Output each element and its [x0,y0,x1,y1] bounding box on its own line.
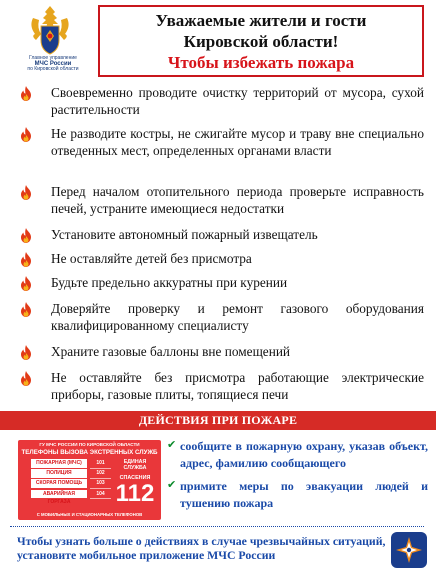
unified-service-label: ЕДИНАЯ СЛУЖБА [123,459,147,472]
title-line: Кировской области! [183,32,339,51]
fire-icon [20,228,32,243]
fire-icon [20,345,32,360]
phone-row [31,490,119,506]
fire-actions-heading: ДЕЙСТВИЯ ПРИ ПОЖАРЕ [0,411,436,430]
phone-row [31,459,119,468]
list-item-text: Своевременно проводите очистку территорий от мусора, сухой растительности [51,85,424,117]
logo-caption [20,56,86,73]
title-line: Уважаемые жители и гости [155,11,367,30]
list-item-text: Не оставляйте детей без присмотра [51,251,252,266]
list-item-text: Не разводите костры, не сжигайте мусор и траву вне специально отведенных мест, определенных органами власти [51,126,424,158]
subtitle: Чтобы избежать пожара [167,53,355,72]
phone-card-org: ГУ МЧС РОССИИ ПО КИРОВСКОЙ ОБЛАСТИ [39,442,140,447]
fire-icon [20,276,32,291]
title-box [98,5,424,77]
phone-number: 104 [90,490,111,500]
unified-number: 112 [115,479,155,507]
phone-card-footnote: С МОБИЛЬНЫХ И СТАЦИОНАРНЫХ ТЕЛЕФОНОВ [36,512,143,517]
check-icon: ✔ [167,478,177,491]
logo-caption-line: по Кировской области [27,66,79,72]
phone-service-name: СКОРАЯ ПОМОЩЬ [31,479,87,488]
emergency-phones-card [18,440,161,520]
rescue-label: СПАСЕНИЯ [119,474,151,481]
list-item-text: Храните газовые баллоны вне помещений [51,344,291,359]
list-item-text: Доверяйте проверку и ремонт газового оборудования квалифицированному специалисту [51,301,424,333]
unified-rescue-service [115,459,155,506]
phone-number: 101 [90,459,111,469]
app-promo-text: Чтобы узнать больше о действиях в случае чрезвычайных ситуаций, установите мобильное приложение МЧС России [17,534,386,562]
fire-actions-section [0,430,436,526]
phone-number: 102 [90,469,111,479]
action-text: сообщите в пожарную охрану, указав объект, адрес, фамилию сообщающего [180,439,428,470]
check-icon: ✔ [167,438,177,451]
phone-row [31,469,119,478]
list-item-text: Будьте предельно аккуратны при курении [51,275,288,290]
phone-service-name: ПОЛИЦИЯ [31,469,87,478]
logo-caption-line: Главное управление [29,55,77,61]
fire-icon [20,371,32,386]
logo-caption-line: МЧС России [34,60,72,67]
phone-table [31,459,119,506]
list-item-text: Не оставляйте без присмотра работающие электрические приборы, газовые плиты, топящиеся печи [51,370,424,402]
phone-service-name: ПОЖАРНАЯ (МЧС) [31,459,87,468]
action-text: примите меры по эвакуации людей и тушению пожара [180,479,428,510]
list-item-text: Перед началом отопительного периода проверьте исправность печей, устраните имеющиеся недостатки [51,184,424,216]
footer-divider [10,526,424,527]
list-item-text: Установите автономный пожарный извещатель [51,227,318,242]
fire-icon [20,302,32,317]
phone-card-heading: ТЕЛЕФОНЫ ВЫЗОВА ЭКСТРЕННЫХ СЛУЖБ [21,449,158,456]
fire-icon [20,86,32,101]
mchs-app-icon[interactable] [391,532,427,568]
phone-row [31,479,119,488]
phone-service-name: АВАРИЙНАЯ ГОРГАЗА [31,490,87,499]
app-promo-footer [0,526,436,570]
fire-icon [20,127,32,142]
fire-icon [20,185,32,200]
phone-number: 103 [90,479,111,489]
fire-icon [20,252,32,267]
